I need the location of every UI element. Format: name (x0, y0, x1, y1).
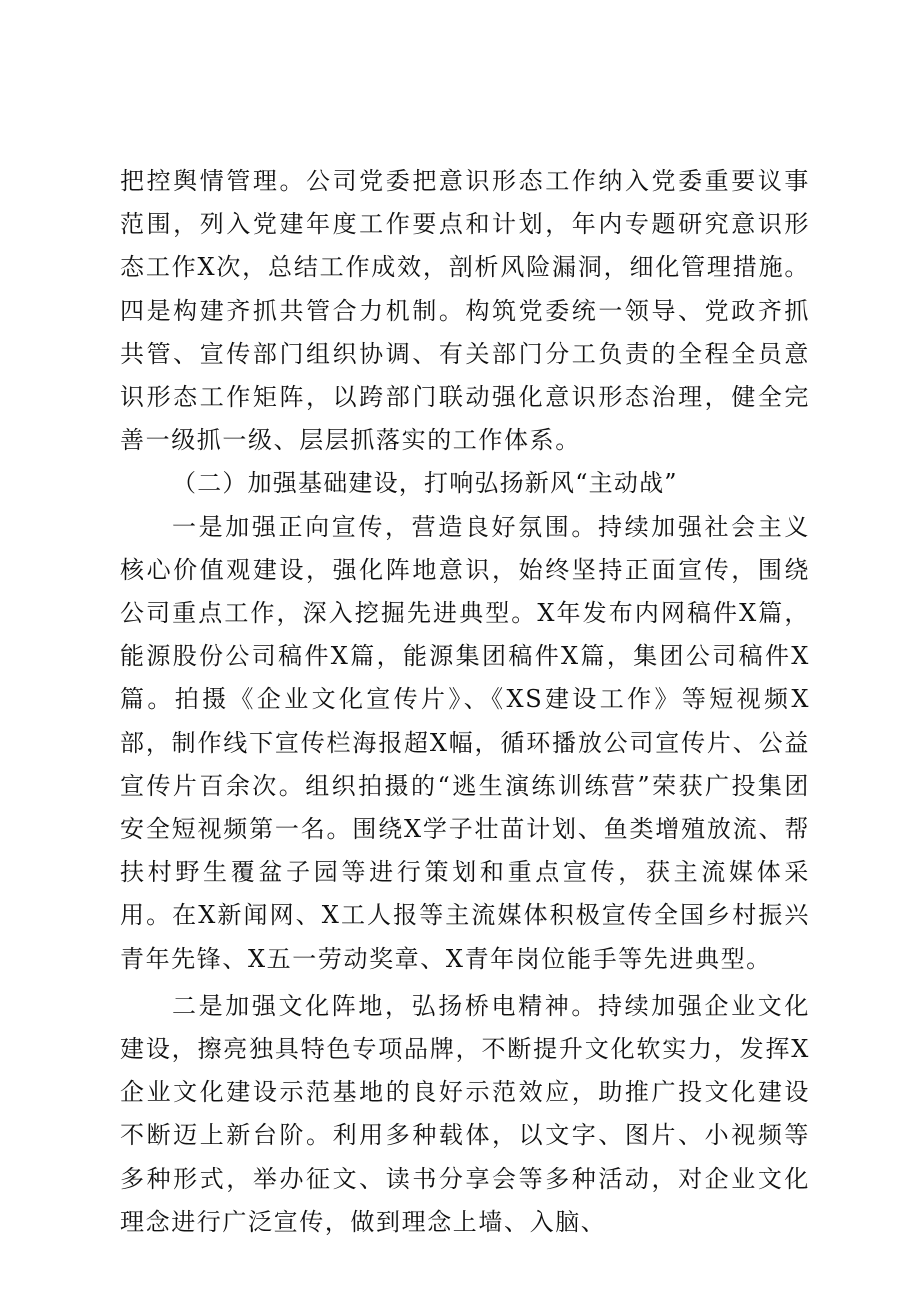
section-heading-2: （二）加强基础建设，打响弘扬新风“主动战” (172, 469, 678, 498)
paragraph-culture-position: 二是加强文化阵地，弘扬桥电精神。持续加强企业文化建设，擦亮独具特色专项品牌，不断提升文化软实力，发挥X企业文化建设示范基地的良好示范效应，助推广投文化建设不断迈上新台阶。利用多种载体，以文字、图片、小视频等多种形式，举办征文、读书分享会等多种活动，对企业文化理念进行广泛宣传，做到理念上墙、入脑、 (120, 991, 810, 1236)
paragraph-ideology-mechanism: 把控舆情管理。公司党委把意识形态工作纳入党委重要议事范围，列入党建年度工作要点和计划，年内专题研究意识形态工作X次，总结工作成效，剖析风险漏洞，细化管理措施。四是构建齐抓共管合力机制。构筑党委统一领导、党政齐抓共管、宣传部门组织协调、有关部门分工负责的全程全员意识形态工作矩阵，以跨部门联动强化意识形态治理，健全完善一级抓一级、层层抓落实的工作体系。 (120, 167, 810, 455)
paragraph-positive-publicity: 一是加强正向宣传，营造良好氛围。持续加强社会主义核心价值观建设，强化阵地意识，始终坚持正面宣传，围绕公司重点工作，深入挖掘先进典型。X年发布内网稿件X篇，能源股份公司稿件X篇，能源集团稿件X篇，集团公司稿件X篇。拍摄《企业文化宣传片》、《XS建设工作》等短视频X部，制作线下宣传栏海报超X幅，循环播放公司宣传片、公益宣传片百余次。组织拍摄的“逃生演练训练营”荣获广投集团安全短视频第一名。围绕X学子壮苗计划、鱼类增殖放流、帮扶村野生覆盆子园等进行策划和重点宣传，获主流媒体采用。在X新闻网、X工人报等主流媒体积极宣传全国乡村振兴青年先锋、X五一劳动奖章、X青年岗位能手等先进典型。 (120, 512, 810, 973)
document-body (120, 160, 810, 1244)
